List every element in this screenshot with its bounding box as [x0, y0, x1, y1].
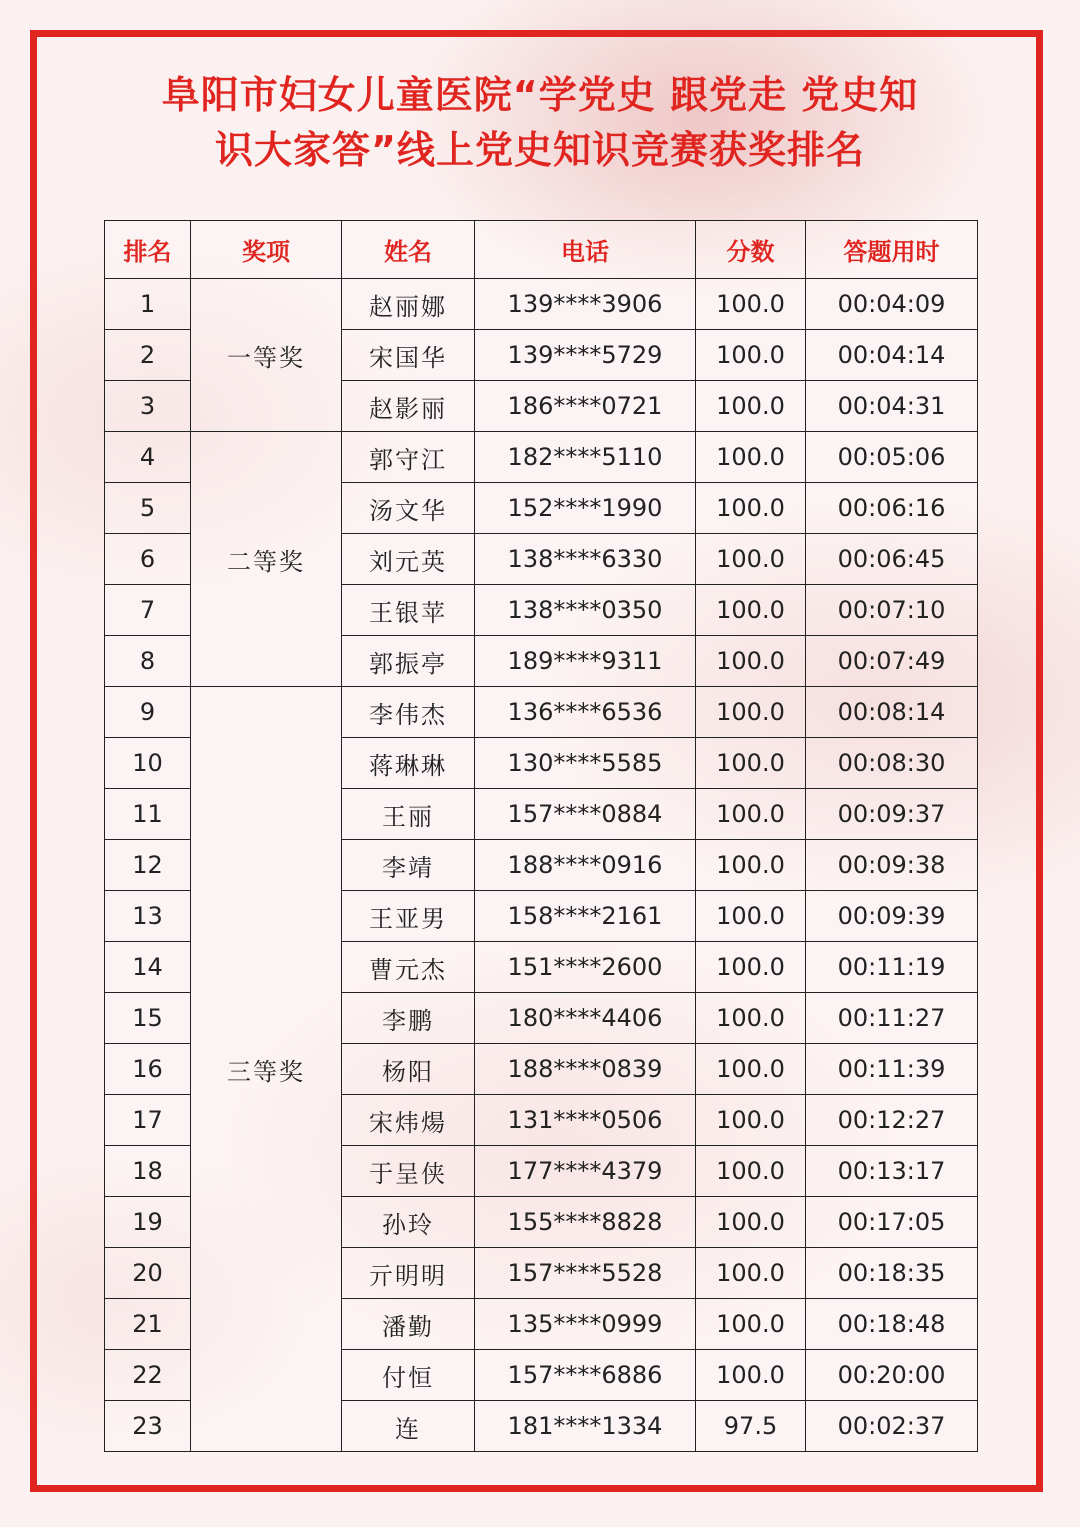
name-cell: 王亚男 [342, 891, 475, 942]
rank-cell: 10 [105, 738, 191, 789]
rank-cell: 2 [105, 330, 191, 381]
phone-cell: 130****5585 [475, 738, 696, 789]
name-cell: 于呈侠 [342, 1146, 475, 1197]
rank-cell: 1 [105, 279, 191, 330]
phone-cell: 158****2161 [475, 891, 696, 942]
name-cell: 赵影丽 [342, 381, 475, 432]
time-cell: 00:04:14 [806, 330, 978, 381]
phone-cell: 131****0506 [475, 1095, 696, 1146]
time-cell: 00:17:05 [806, 1197, 978, 1248]
phone-cell: 139****3906 [475, 279, 696, 330]
ranking-table [104, 220, 978, 1452]
score-cell: 100.0 [696, 1095, 806, 1146]
time-cell: 00:07:49 [806, 636, 978, 687]
rank-cell: 13 [105, 891, 191, 942]
score-cell: 100.0 [696, 330, 806, 381]
score-cell: 100.0 [696, 687, 806, 738]
rank-cell: 19 [105, 1197, 191, 1248]
phone-cell: 188****0916 [475, 840, 696, 891]
name-cell: 杨阳 [342, 1044, 475, 1095]
phone-cell: 136****6536 [475, 687, 696, 738]
phone-cell: 151****2600 [475, 942, 696, 993]
name-cell: 汤文华 [342, 483, 475, 534]
rank-cell: 9 [105, 687, 191, 738]
rank-cell: 6 [105, 534, 191, 585]
score-cell: 100.0 [696, 1197, 806, 1248]
score-cell: 100.0 [696, 432, 806, 483]
rank-cell: 5 [105, 483, 191, 534]
time-cell: 00:04:09 [806, 279, 978, 330]
rank-cell: 18 [105, 1146, 191, 1197]
name-cell: 郭振亭 [342, 636, 475, 687]
rank-cell: 7 [105, 585, 191, 636]
name-cell: 连 [342, 1401, 475, 1452]
time-cell: 00:18:48 [806, 1299, 978, 1350]
score-cell: 100.0 [696, 381, 806, 432]
time-cell: 00:06:45 [806, 534, 978, 585]
name-cell: 刘元英 [342, 534, 475, 585]
name-cell: 郭守江 [342, 432, 475, 483]
score-cell: 100.0 [696, 993, 806, 1044]
time-cell: 00:09:37 [806, 789, 978, 840]
time-cell: 00:12:27 [806, 1095, 978, 1146]
time-cell: 00:18:35 [806, 1248, 978, 1299]
header-prize: 奖项 [191, 221, 342, 279]
name-cell: 孙玲 [342, 1197, 475, 1248]
ranking-table-body [105, 279, 978, 1452]
time-cell: 00:06:16 [806, 483, 978, 534]
rank-cell: 3 [105, 381, 191, 432]
rank-cell: 15 [105, 993, 191, 1044]
time-cell: 00:11:19 [806, 942, 978, 993]
rank-cell: 14 [105, 942, 191, 993]
prize-cell: 三等奖 [191, 687, 342, 1452]
name-cell: 宋炜煬 [342, 1095, 475, 1146]
name-cell: 亓明明 [342, 1248, 475, 1299]
score-cell: 100.0 [696, 279, 806, 330]
phone-cell: 157****5528 [475, 1248, 696, 1299]
name-cell: 李伟杰 [342, 687, 475, 738]
score-cell: 100.0 [696, 636, 806, 687]
phone-cell: 139****5729 [475, 330, 696, 381]
score-cell: 100.0 [696, 789, 806, 840]
rank-cell: 12 [105, 840, 191, 891]
time-cell: 00:09:39 [806, 891, 978, 942]
name-cell: 王银苹 [342, 585, 475, 636]
header-phone: 电话 [475, 221, 696, 279]
name-cell: 蒋琳琳 [342, 738, 475, 789]
score-cell: 100.0 [696, 1299, 806, 1350]
name-cell: 李靖 [342, 840, 475, 891]
phone-cell: 138****6330 [475, 534, 696, 585]
title-line-2: 识大家答”线上党史知识竞赛获奖排名 [215, 128, 865, 172]
time-cell: 00:05:06 [806, 432, 978, 483]
rank-cell: 11 [105, 789, 191, 840]
header-score: 分数 [696, 221, 806, 279]
time-cell: 00:13:17 [806, 1146, 978, 1197]
time-cell: 00:11:39 [806, 1044, 978, 1095]
rank-cell: 4 [105, 432, 191, 483]
phone-cell: 157****0884 [475, 789, 696, 840]
score-cell: 100.0 [696, 738, 806, 789]
name-cell: 曹元杰 [342, 942, 475, 993]
name-cell: 潘勤 [342, 1299, 475, 1350]
table-row [105, 279, 978, 330]
score-cell: 100.0 [696, 840, 806, 891]
phone-cell: 177****4379 [475, 1146, 696, 1197]
time-cell: 00:09:38 [806, 840, 978, 891]
score-cell: 100.0 [696, 483, 806, 534]
phone-cell: 138****0350 [475, 585, 696, 636]
score-cell: 97.5 [696, 1401, 806, 1452]
phone-cell: 181****1334 [475, 1401, 696, 1452]
name-cell: 付恒 [342, 1350, 475, 1401]
rank-cell: 22 [105, 1350, 191, 1401]
prize-cell: 二等奖 [191, 432, 342, 687]
time-cell: 00:08:30 [806, 738, 978, 789]
header-rank: 排名 [105, 221, 191, 279]
name-cell: 赵丽娜 [342, 279, 475, 330]
time-cell: 00:02:37 [806, 1401, 978, 1452]
header-name: 姓名 [342, 221, 475, 279]
phone-cell: 189****9311 [475, 636, 696, 687]
table-row [105, 432, 978, 483]
name-cell: 王丽 [342, 789, 475, 840]
score-cell: 100.0 [696, 942, 806, 993]
rank-cell: 20 [105, 1248, 191, 1299]
time-cell: 00:07:10 [806, 585, 978, 636]
score-cell: 100.0 [696, 1146, 806, 1197]
phone-cell: 180****4406 [475, 993, 696, 1044]
score-cell: 100.0 [696, 891, 806, 942]
score-cell: 100.0 [696, 1044, 806, 1095]
score-cell: 100.0 [696, 534, 806, 585]
phone-cell: 135****0999 [475, 1299, 696, 1350]
phone-cell: 186****0721 [475, 381, 696, 432]
score-cell: 100.0 [696, 1248, 806, 1299]
header-time: 答题用时 [806, 221, 978, 279]
name-cell: 宋国华 [342, 330, 475, 381]
page-title [60, 68, 1020, 178]
rank-cell: 17 [105, 1095, 191, 1146]
rank-cell: 21 [105, 1299, 191, 1350]
time-cell: 00:08:14 [806, 687, 978, 738]
rank-cell: 23 [105, 1401, 191, 1452]
table-header-row [105, 221, 978, 279]
phone-cell: 152****1990 [475, 483, 696, 534]
phone-cell: 155****8828 [475, 1197, 696, 1248]
name-cell: 李鹏 [342, 993, 475, 1044]
phone-cell: 157****6886 [475, 1350, 696, 1401]
prize-cell: 一等奖 [191, 279, 342, 432]
score-cell: 100.0 [696, 585, 806, 636]
time-cell: 00:20:00 [806, 1350, 978, 1401]
score-cell: 100.0 [696, 1350, 806, 1401]
time-cell: 00:04:31 [806, 381, 978, 432]
phone-cell: 182****5110 [475, 432, 696, 483]
title-line-1: 阜阳市妇女儿童医院“学党史 跟党走 党史知 [161, 73, 919, 117]
time-cell: 00:11:27 [806, 993, 978, 1044]
rank-cell: 8 [105, 636, 191, 687]
table-row [105, 687, 978, 738]
rank-cell: 16 [105, 1044, 191, 1095]
phone-cell: 188****0839 [475, 1044, 696, 1095]
